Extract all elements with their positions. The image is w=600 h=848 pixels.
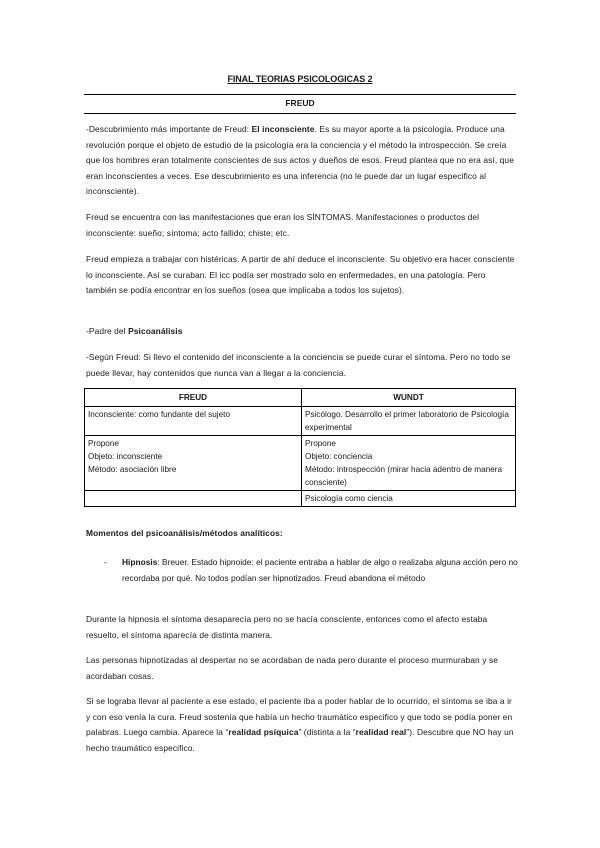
bullet-hipnosis	[122, 555, 518, 586]
bold-term: realidad psíquica	[228, 727, 299, 738]
table-row	[85, 491, 516, 507]
paragraph-sintomas: Freud se encuentra con las manifestaciones que eran los SÍNTOMAS. Manifestaciones o productos del inconsciente: sueño; síntoma; acto fallido; chiste; etc.	[86, 212, 480, 238]
paragraph-text: ” (distinta a la “	[298, 727, 356, 738]
section-header	[84, 94, 516, 114]
paragraph-histericas: Freud empieza a trabajar con histéricas. A partir de ahí deduce el inconsciente. Su objetivo era hacer consciente lo inconsciente. Así se curaban. El icc podía ser mostrado solo en enfermedades, en una patología. Pero también se podía encontrar en los sueños (osea que implicaba a todos los sujetos).	[86, 254, 515, 296]
paragraph-text: Si se lograba llevar al paciente a ese estado, el paciente iba a poder hablar de lo ocurrido, el síntoma se iba a ir y con eso venía la cura. Freud sostenía que había un hecho traumático especifico y que todo se podía poner en palabras. Luego cambia. Aparece la “	[86, 696, 513, 738]
table-header-freud: FREUD	[85, 389, 302, 407]
table-row	[85, 436, 516, 491]
cell-line: Propone	[305, 439, 336, 448]
bold-term: Hipnosis	[122, 557, 158, 567]
moments-heading: Momentos del psicoanálisis/métodos analíticos:	[86, 528, 283, 538]
paragraph-realidad	[86, 694, 518, 756]
bold-term: realidad real	[355, 727, 407, 738]
paragraph-text: . Es su mayor aporte a la psicología. Produce una revolución porque el objeto de estudio de la psicología era la conciencia y el método la introspección. Se creía que los hombres eran totalmente conscientes de sus actos y dueños de esos. Freud plantea que no era así, que eran inconscientes a veces. Ese descubrimiento es una inferencia (no le puede dar un lugar especifico al inconsciente).	[86, 124, 514, 197]
comparison-table	[84, 388, 516, 507]
document-title: FINAL TEORIAS PSICOLOGICAS 2	[227, 74, 373, 84]
cell-line: Objeto: conciencia	[305, 452, 373, 461]
bold-term: El inconsciente	[251, 124, 315, 134]
table-row	[85, 407, 516, 436]
bullet-marker: -	[104, 557, 107, 567]
paragraph-hipnotizadas: Las personas hipnotizadas al despertar no se acordaban de nada pero durante el proceso murmuraban y se acordaban cosas.	[86, 655, 498, 681]
table-cell: Psicólogo. Desarrollo el primer laboratorio de Psicología experimental	[302, 407, 516, 436]
table-cell: Inconsciente: como fundante del sujeto	[85, 407, 302, 436]
table-cell	[85, 436, 302, 491]
paragraph-padre	[86, 324, 518, 340]
table-cell	[85, 491, 302, 507]
bold-term: Psicoanálisis	[128, 326, 183, 336]
cell-line: Método: asociación libre	[88, 465, 177, 474]
paragraph-text: ”). Descubre que NO hay un hecho traumático especifico.	[86, 727, 514, 753]
paragraph-inconsciente	[86, 122, 518, 200]
paragraph-segun-freud: -Según Freud: Si llevo el contenido del inconsciente a la conciencia se puede curar el síntoma. Pero no todo se puede llevar, hay contenidos que nunca van a llegar a la conciencia.	[86, 352, 511, 378]
cell-line: Método: introspección (mirar hacia adentro de manera consciente)	[305, 465, 503, 487]
table-header-wundt: WUNDT	[302, 389, 516, 407]
section-title: FREUD	[285, 98, 315, 108]
cell-line: Objeto: inconsciente	[88, 452, 163, 461]
table-header-row	[85, 389, 516, 407]
table-cell	[302, 436, 516, 491]
bullet-text: : Breuer. Estado hipnoide: el paciente entraba a hablar de algo o realizaba alguna acción pero no recordaba por qué. No todos podían ser hipnotizados. Freud abandona el método	[122, 557, 518, 583]
table-cell: Psicología como ciencia	[302, 491, 516, 507]
paragraph-hipnosis-sintoma: Durante la hipnosis el síntoma desaparecía pero no se hacía consciente, entonces como el afecto estaba resuelto, el síntoma aparecía de distinta manera.	[86, 614, 488, 640]
paragraph-text: -Descubrimiento más importante de Freud:	[86, 124, 252, 134]
paragraph-text: -Padre del	[86, 326, 129, 336]
cell-line: Propone	[88, 439, 119, 448]
